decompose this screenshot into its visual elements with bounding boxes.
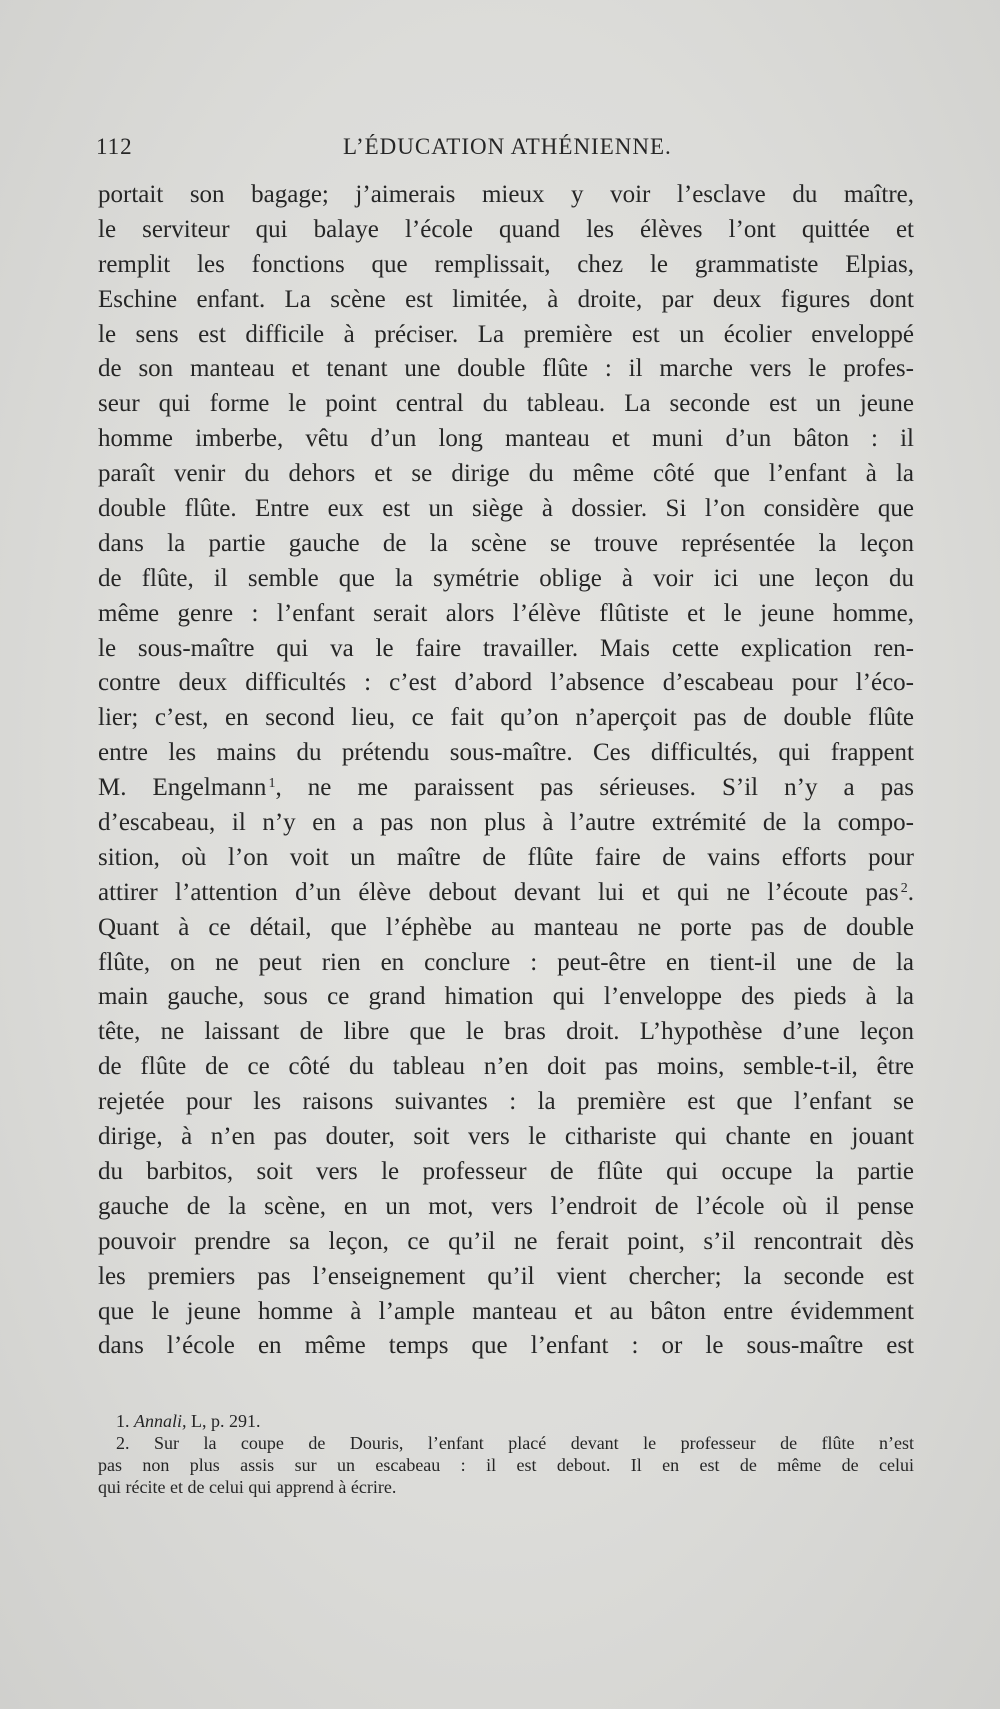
text-line: d’escabeau, il n’y en a pas non plus à l’autre extrémité de la compo-: [98, 809, 914, 837]
text-segment: .: [907, 878, 914, 906]
text-line: flûte, on ne peut rien en conclure : peut-être en tient-il une de la: [98, 948, 914, 976]
text-line: lier; c’est, en second lieu, ce fait qu’on n’aperçoit pas de double flûte: [98, 704, 914, 732]
text-line: gauche de la scène, en un mot, vers l’endroit de l’école où il pense: [98, 1192, 914, 1220]
text-line: le serviteur qui balaye l’école quand les élèves l’ont quittée et: [98, 215, 914, 243]
running-title: L’ÉDUCATION ATHÉNIENNE.: [343, 134, 672, 159]
text-line: même genre : l’enfant serait alors l’élève flûtiste et le jeune homme,: [98, 599, 914, 627]
footnote-2-line: 2. Sur la coupe de Douris, l’enfant placé devant le professeur de flûte n’est: [116, 1433, 914, 1453]
text-line: de flûte, il semble que la symétrie oblige à voir ici une leçon du: [98, 564, 914, 592]
text-line: dans l’école en même temps que l’enfant : or le sous-maître est: [98, 1332, 914, 1360]
text-line-with-footnote-ref: [98, 876, 914, 911]
text-line: tête, ne laissant de libre que le bras droit. L’hypothèse d’une leçon: [98, 1018, 914, 1046]
text-line: Quant à ce détail, que l’éphèbe au manteau ne porte pas de double: [98, 913, 914, 941]
text-line: contre deux difficultés : c’est d’abord l’absence d’escabeau pour l’éco-: [98, 669, 914, 697]
text-line: de son manteau et tenant une double flûte : il marche vers le profes-: [98, 355, 914, 383]
main-text: [98, 178, 914, 1408]
text-line: de flûte de ce côté du tableau n’en doit pas moins, semble-t-il, être: [98, 1053, 914, 1081]
footnote-2-line: qui récite et de celui qui apprend à écrire.: [98, 1477, 397, 1497]
text-line: homme imberbe, vêtu d’un long manteau et muni d’un bâton : il: [98, 425, 914, 453]
text-line: le sens est difficile à préciser. La première est un écolier enveloppé: [98, 320, 914, 348]
text-line: le sous-maître qui va le faire travailler. Mais cette explication ren-: [98, 634, 914, 662]
text-line: portait son bagage; j’aimerais mieux y voir l’esclave du maître,: [98, 181, 914, 208]
text-segment: , ne me paraissent pas sérieuses. S’il n’y a pas: [275, 774, 914, 802]
text-line: entre les mains du prétendu sous-maître. Ces difficultés, qui frappent: [98, 739, 914, 767]
text-line: du barbitos, soit vers le professeur de flûte qui occupe la partie: [98, 1157, 914, 1185]
footnote-1-source: Annali,: [134, 1411, 187, 1431]
text-line: sition, où l’on voit un maître de flûte faire de vains efforts pour: [98, 843, 914, 871]
text-line: remplit les fonctions que remplissait, chez le grammatiste Elpias,: [98, 250, 914, 278]
footnote-2-line: pas non plus assis sur un escabeau : il est debout. Il en est de même de celui: [98, 1455, 914, 1475]
text-line: que le jeune homme à l’ample manteau et au bâton entre évidemment: [98, 1297, 914, 1325]
text-line: Eschine enfant. La scène est limitée, à droite, par deux figures dont: [98, 285, 914, 313]
text-line: les premiers pas l’enseignement qu’il vient chercher; la seconde est: [98, 1262, 914, 1290]
text-segment: attirer l’attention d’un élève debout devant lui et qui ne l’écoute pas: [98, 878, 899, 906]
page-number: 112: [96, 134, 133, 159]
footnote-1-text: L, p. 291.: [186, 1411, 261, 1431]
text-line: double flûte. Entre eux est un siège à dossier. Si l’on considère que: [98, 495, 914, 523]
text-line: dans la partie gauche de la scène se trouve représentée la leçon: [98, 529, 914, 557]
text-line-with-footnote-ref: [98, 771, 914, 806]
text-line: paraît venir du dehors et se dirige du même côté que l’enfant à la: [98, 460, 914, 488]
footnote-1: [116, 1410, 914, 1432]
running-head: [96, 126, 912, 166]
text-line: dirige, à n’en pas douter, soit vers le cithariste qui chante en jouant: [98, 1123, 914, 1151]
footnote-ref-1: 1: [268, 776, 276, 792]
text-line: rejetée pour les raisons suivantes : la première est que l’enfant se: [98, 1088, 914, 1116]
text-line: main gauche, sous ce grand himation qui l’enveloppe des pieds à la: [98, 983, 914, 1011]
text-line: pouvoir prendre sa leçon, ce qu’il ne ferait point, s’il rencontrait dès: [98, 1227, 914, 1255]
footnotes: [98, 1410, 914, 1498]
footnote-ref-2: 2: [900, 880, 908, 896]
footnote-1-number: 1.: [116, 1411, 130, 1431]
text-line: seur qui forme le point central du tableau. La seconde est un jeune: [98, 390, 914, 418]
text-segment: M. Engelmann: [98, 774, 267, 802]
